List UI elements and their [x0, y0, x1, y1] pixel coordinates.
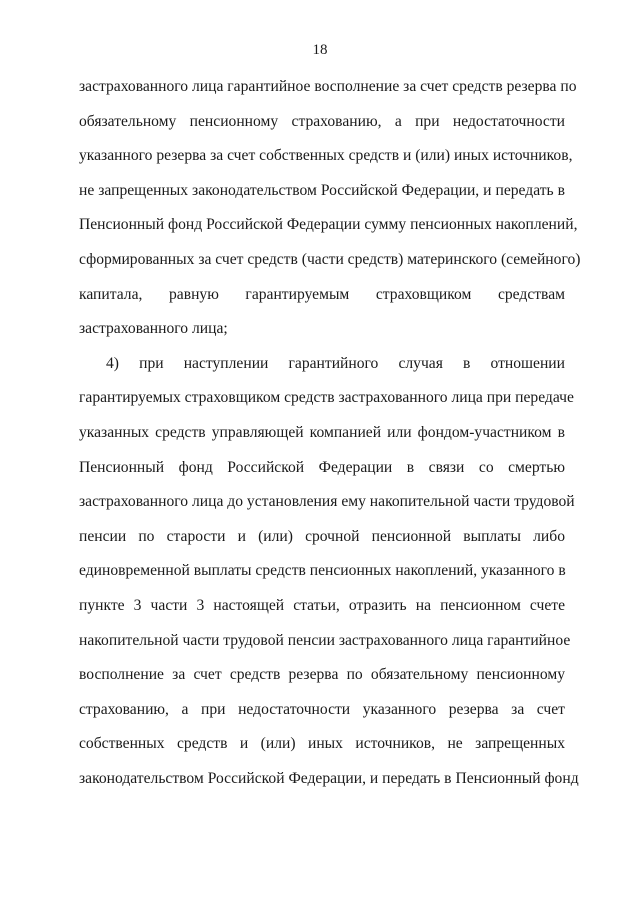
page-number: 18: [312, 42, 328, 58]
paragraph-start-line: 4) при наступлении гарантийного случая в отношении: [106, 354, 565, 372]
text-line: гарантируемых страховщиком средств застрахованного лица при передаче: [79, 389, 574, 407]
text-line: застрахованного лица;: [79, 320, 228, 338]
text-line: сформированных за счет средств (части средств) материнского (семейного): [79, 250, 581, 268]
text-line: пункте 3 части 3 настоящей статьи, отразить на пенсионном счете: [79, 596, 565, 614]
text-line: застрахованного лица гарантийное восполнение за счет средств резерва по: [79, 78, 577, 95]
text-line: не запрещенных законодательством Российской Федерации, и передать в: [79, 181, 565, 199]
text-line: накопительной части трудовой пенсии застрахованного лица гарантийное: [79, 631, 571, 649]
text-line: обязательному пенсионному страхованию, а при недостаточности: [79, 112, 565, 130]
text-line: пенсии по старости и (или) срочной пенсионной выплаты либо: [79, 527, 565, 545]
text-line: восполнение за счет средств резерва по обязательному пенсионному: [79, 666, 565, 684]
text-line: собственных средств и (или) иных источников, не запрещенных: [79, 735, 565, 753]
text-line: законодательством Российской Федерации, и передать в Пенсионный фонд: [79, 769, 579, 787]
text-line: указанного резерва за счет собственных средств и (или) иных источников,: [79, 147, 573, 165]
text-line: капитала, равную гарантируемым страховщиком средствам: [79, 285, 565, 303]
text-line: застрахованного лица до установления ему накопительной части трудовой: [79, 493, 575, 511]
text-line: страхованию, а при недостаточности указанного резерва за счет: [79, 700, 565, 718]
body-text: [79, 74, 581, 800]
text-line: единовременной выплаты средств пенсионных накоплений, указанного в: [79, 562, 566, 580]
text-line: Пенсионный фонд Российской Федерации в связи со смертью: [79, 458, 565, 476]
text-line: указанных средств управляющей компанией или фондом-участником в: [79, 423, 565, 441]
text-line: Пенсионный фонд Российской Федерации сумму пенсионных накоплений,: [79, 216, 578, 234]
